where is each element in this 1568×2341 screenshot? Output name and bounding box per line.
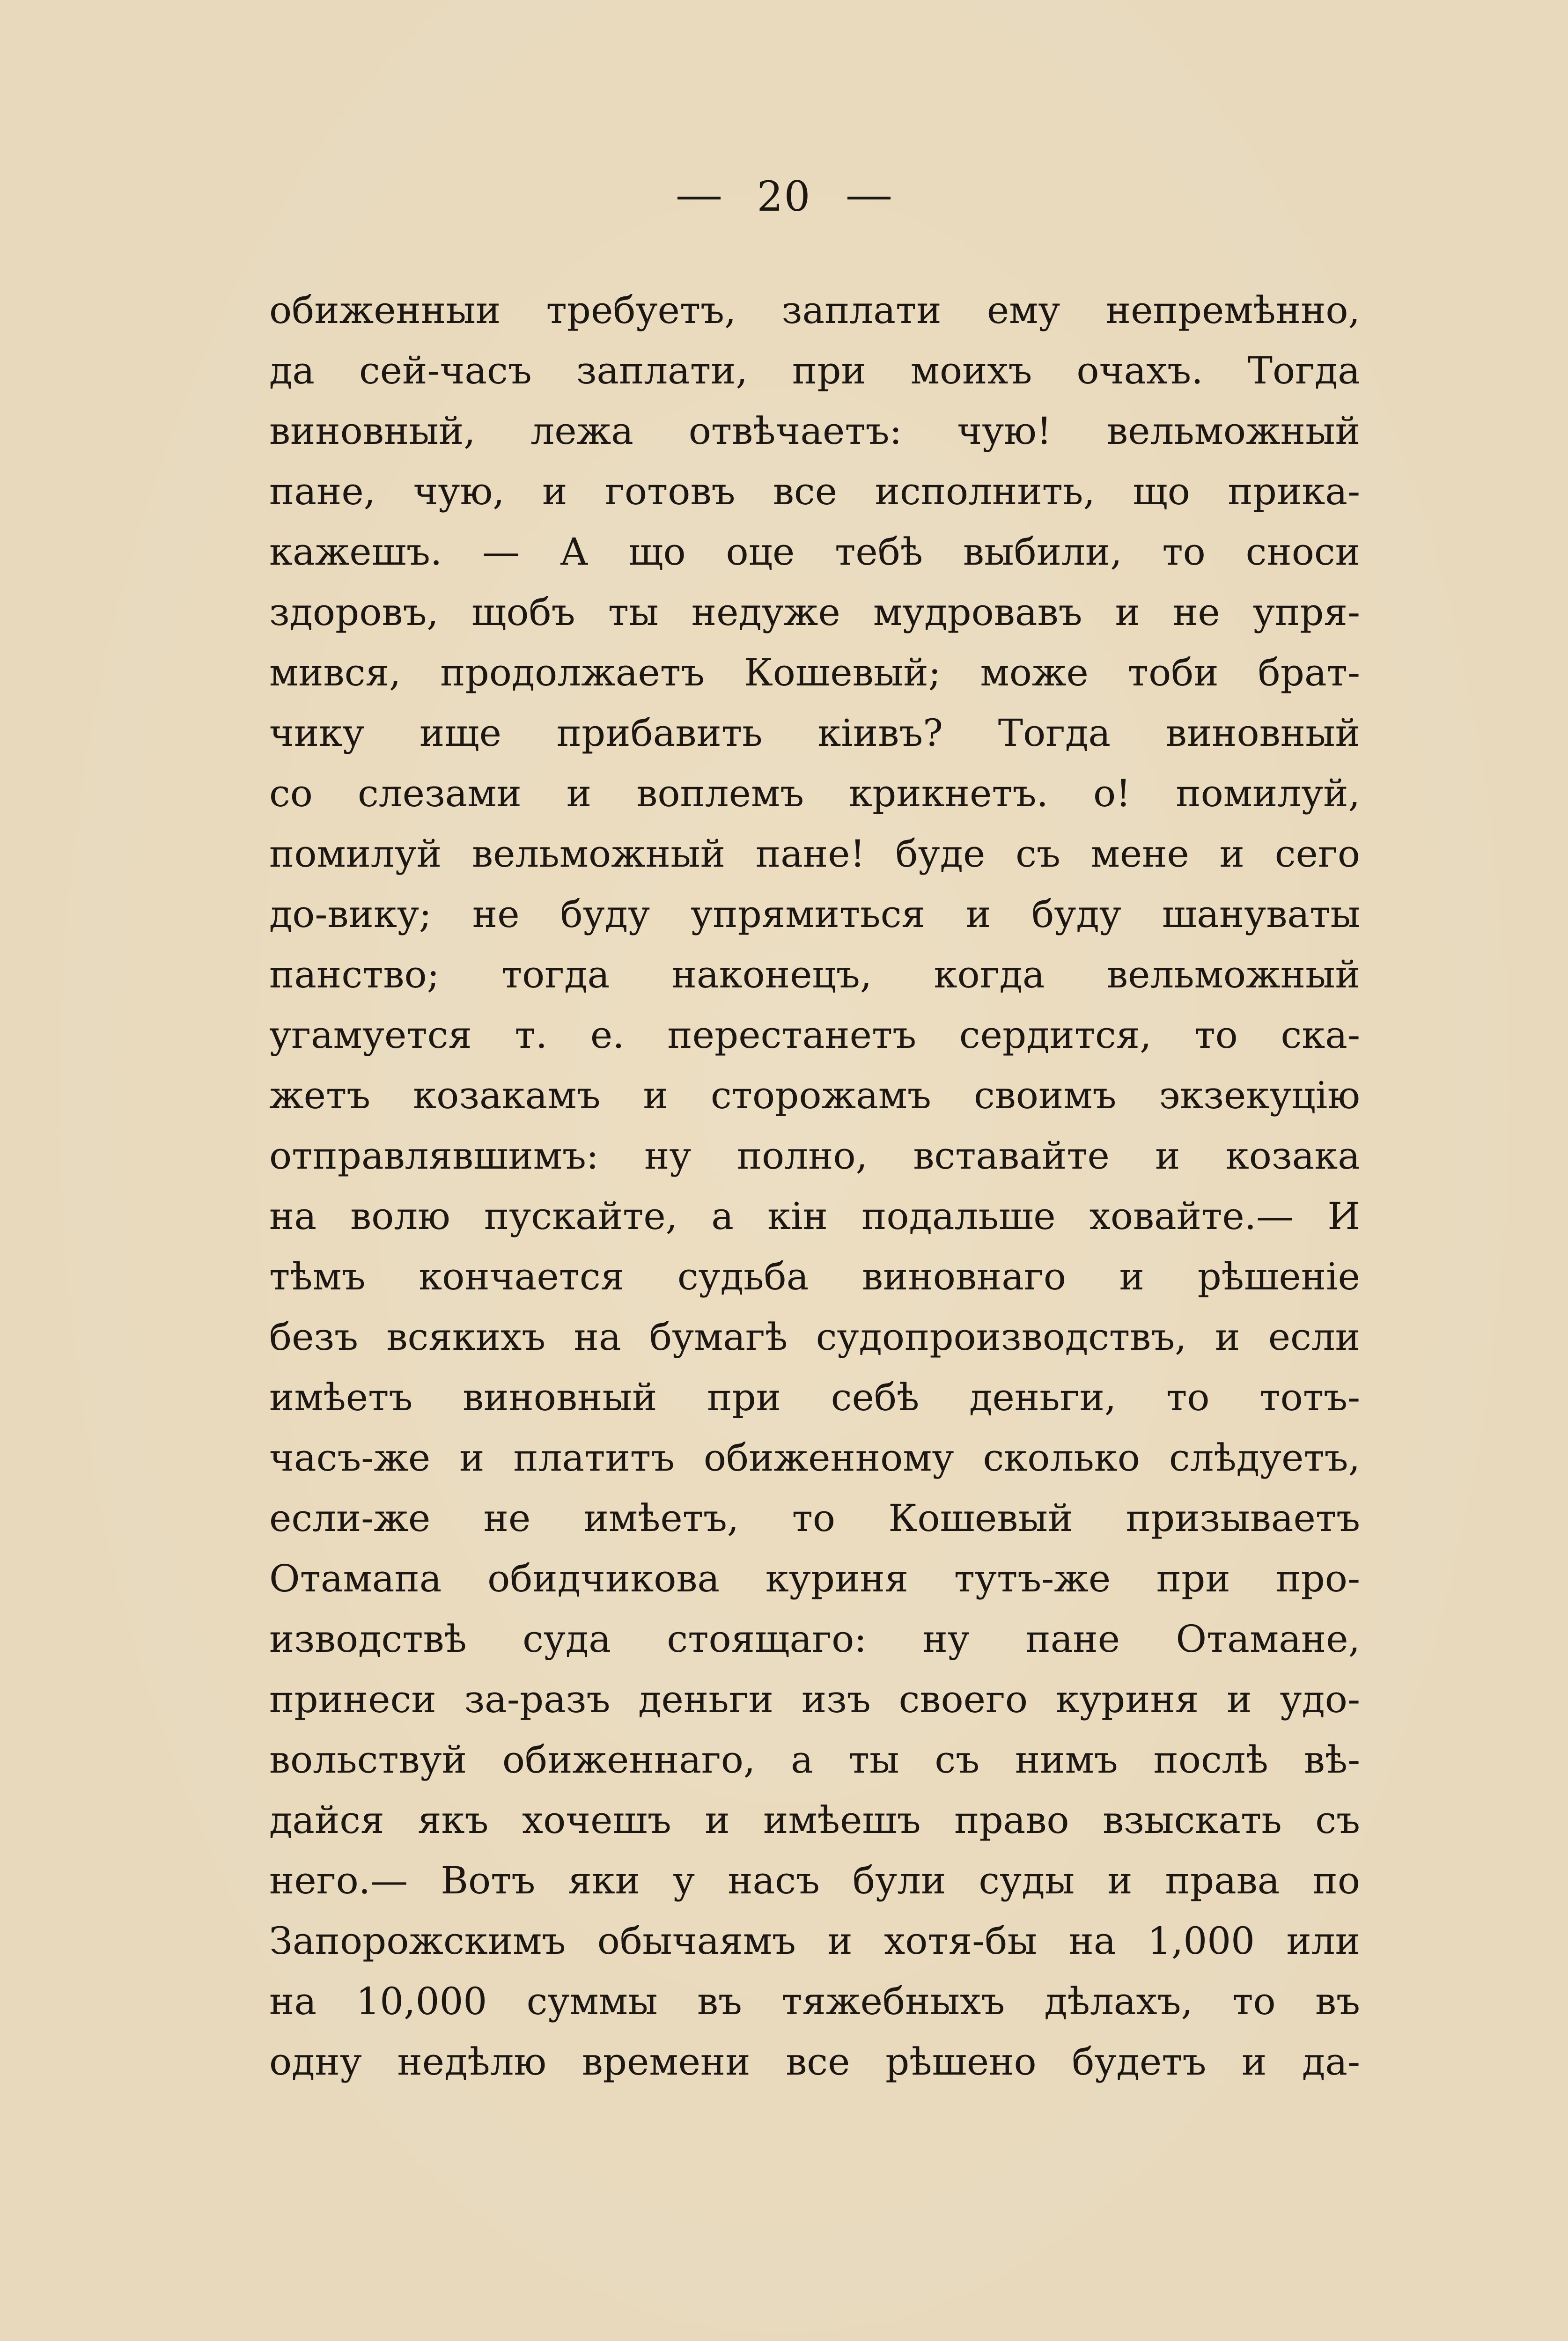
text-line: чику ище прибавить кіивъ? Тогда виновный [269,711,1360,755]
text-line: вольствуй обиженнаго, а ты съ нимъ послѣ вѣ- [269,1738,1360,1782]
text-line: угамуется т. е. перестанетъ сердится, то ска- [269,1013,1360,1057]
text-line: него.— Вотъ яки у насъ були суды и права по [269,1859,1360,1902]
text-line: одну недѣлю времени все рѣшено будетъ и да- [269,2040,1360,2083]
text-line: помилуй вельможный пане! буде съ мене и сего [269,832,1360,876]
text-line: со слезами и воплемъ крикнетъ. о! помилуй, [269,772,1360,815]
text-line: мився, продолжаетъ Кошевый; може тоби брат- [269,651,1360,694]
text-line: виновный, лежа отвѣчаетъ: чую! вельможный [269,409,1360,453]
text-line: принеси за-разъ деньги изъ своего куриня и удо- [269,1678,1360,1721]
page-number: 20 [757,172,811,221]
text-line: если-же не имѣетъ, то Кошевый призываетъ [269,1496,1360,1540]
text-line: на волю пускайте, а кін подальше ховайте.— И [269,1194,1360,1238]
body-text [269,280,1360,2092]
text-line: кажешъ. — А що оце тебѣ выбили, то сноси [269,530,1360,574]
text-line: Отамапа обидчикова куриня тутъ-же при про- [269,1557,1360,1600]
text-line: имѣетъ виновный при себѣ деньги, то тотъ- [269,1376,1360,1419]
text-line: тѣмъ кончается судьба виновнаго и рѣшеніе [269,1255,1360,1298]
text-line: безъ всякихъ на бумагѣ судопроизводствъ, и если [269,1315,1360,1359]
text-line: пане, чую, и готовъ все исполнить, що прика- [269,470,1360,513]
left-dash-ornament [677,197,721,199]
text-line: часъ-же и платитъ обиженному сколько слѣдуетъ, [269,1436,1360,1480]
text-line: жетъ козакамъ и сторожамъ своимъ экзекуцію [269,1074,1360,1117]
text-line: обиженныи требуетъ, заплати ему непремѣнно, [269,288,1360,332]
right-dash-ornament [847,197,891,199]
text-line: здоровъ, щобъ ты недуже мудровавъ и не упря- [269,590,1360,634]
text-line: до-вику; не буду упрямиться и буду шануваты [269,892,1360,936]
text-line: дайся якъ хочешъ и имѣешъ право взыскать съ [269,1798,1360,1842]
text-line: панство; тогда наконецъ, когда вельможный [269,953,1360,996]
text-line: да сей-часъ заплати, при моихъ очахъ. Тогда [269,349,1360,392]
text-line: Запорожскимъ обычаямъ и хотя-бы на 1,000 или [269,1919,1360,1963]
text-line: отправлявшимъ: ну полно, вставайте и козака [269,1134,1360,1178]
text-line: изводствѣ суда стоящаго: ну пане Отамане, [269,1617,1360,1661]
text-line: на 10,000 суммы въ тяжебныхъ дѣлахъ, то въ [269,1980,1360,2023]
page-number-header [0,173,1568,220]
